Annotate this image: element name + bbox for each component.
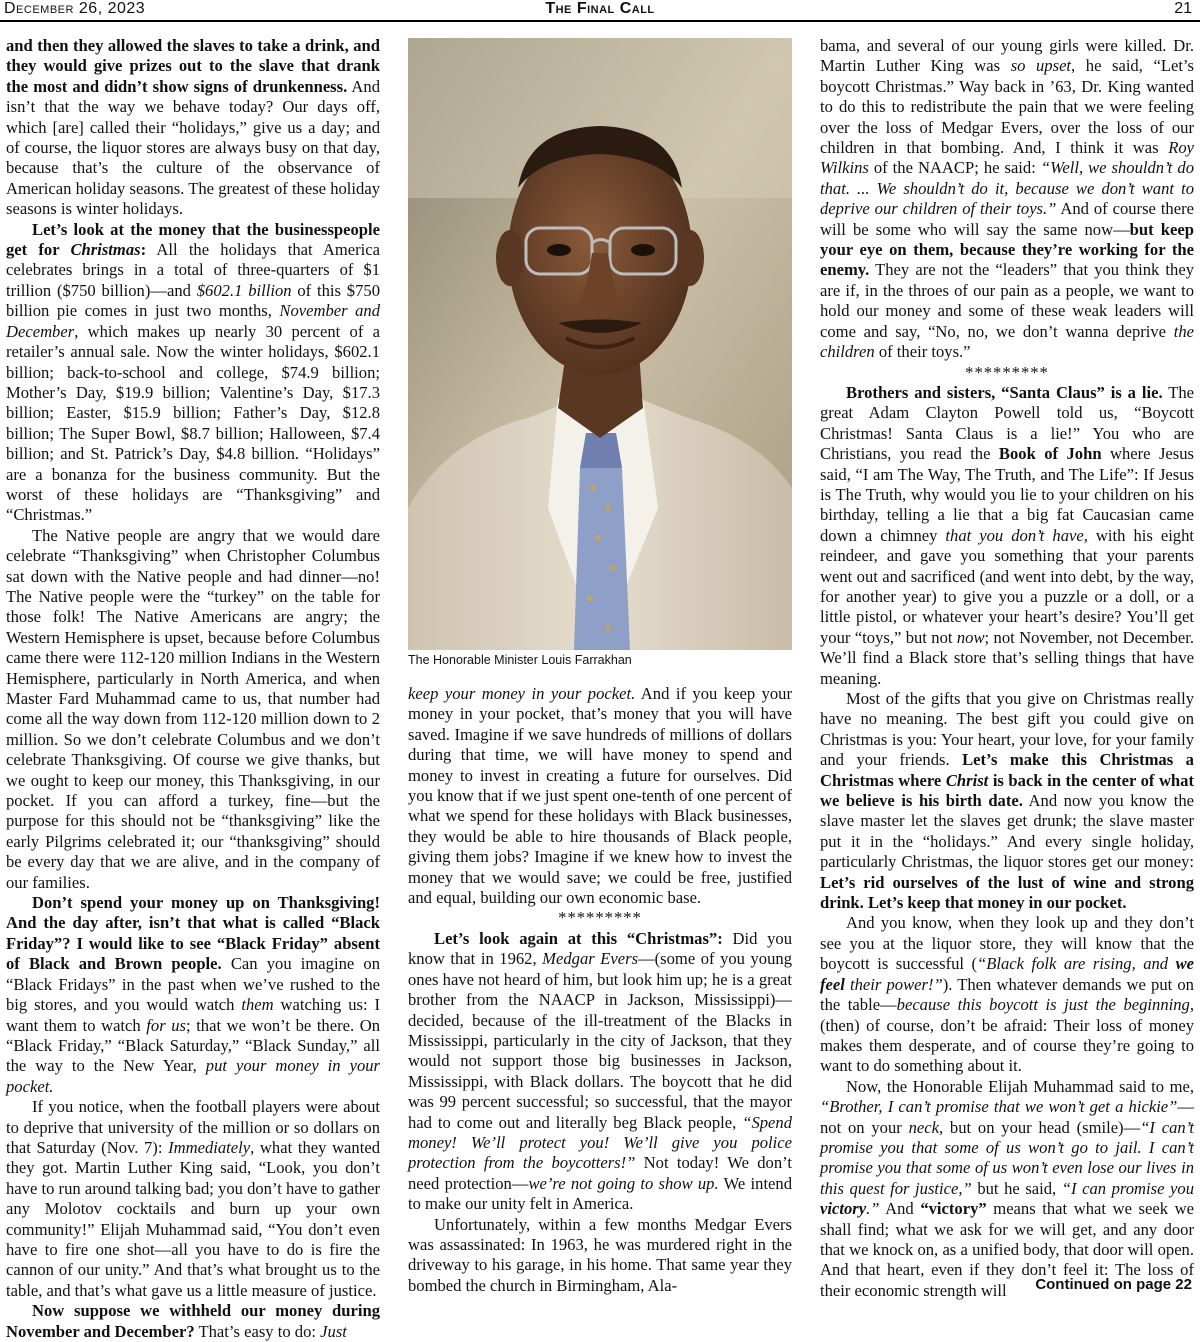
continued-notice: Continued on page 22 <box>1035 1276 1192 1293</box>
text-run: “Black folk are rising, and <box>977 954 1176 974</box>
text-run: neck, <box>908 1117 944 1137</box>
text-run: watching us: I want them to watch <box>6 995 380 1035</box>
text-run: “Brother, I can’t promise that we won’t get a hickie” <box>820 1097 1178 1117</box>
text-run: is back in the center of what we believe is his birth date. <box>820 770 1194 811</box>
paragraph <box>820 689 1194 913</box>
text-run: ; that we won’t be there. On “Black Friday,” “Black Saturday,” “Black Sunday,” all the way to the New Year, <box>6 1015 380 1076</box>
text-run: All the holidays that America celebrates brings in a total of three-quarters of $1 trillion ($750 billion)—and <box>6 240 381 300</box>
paragraph <box>6 526 380 893</box>
text-run: And now you know the slave master let the slaves get drunk; the slave master put it in the “holidays.” And every single holiday, particularly Christmas, the liquor stores get our money: <box>820 791 1194 872</box>
article-column-3 <box>820 36 1194 1301</box>
paragraph <box>820 913 1194 1076</box>
text-run: —not on your <box>820 1097 1194 1137</box>
text-run: “Spend money! We’ll protect you! We’ll give you police protection from the boycotters!” <box>408 1112 792 1173</box>
text-run: : <box>140 240 147 260</box>
text-run: we feel <box>820 954 1195 994</box>
page-header <box>0 0 1200 22</box>
text-run: “victory” <box>920 1199 987 1219</box>
text-run: Let’s make this Christmas a Christmas where <box>820 750 1194 790</box>
paragraph <box>820 1077 1194 1301</box>
text-run: And you know, when they look up and they don’t see you at the liquor store, they will know that the boycott is successful ( <box>820 913 1194 974</box>
text-run: where Jesus said, “I am The Way, The Truth, and The Life”: If Jesus is The Truth, why would you lie to your children on his birthday, telling a lie that a big fat Caucasian came down a chimney <box>820 444 1194 545</box>
text-run: Unfortunately, within a few months Medgar Evers was assassinated: In 1963, he was murdered right in the driveway to his garage, in his home. That same year they bombed the church in Birmingham, Ala- <box>408 1214 792 1295</box>
text-run: Can you imagine on “Black Fridays” in the past when we’ve rushed to the big stores, and you would watch <box>6 954 381 1015</box>
text-run: but he said, <box>971 1178 1062 1198</box>
text-run: And of course there will be some who will say the same now— <box>820 199 1194 239</box>
text-run: ; not November, not December. We’ll find a Black store that’s selling things that have meaning. <box>820 627 1194 688</box>
text-run: of their toys.” <box>874 342 971 362</box>
text-run: Immediately <box>168 1137 251 1157</box>
text-run: the children <box>820 321 1194 362</box>
page-number: 21 <box>1174 0 1192 17</box>
text-run: “Well, we shouldn’t do that. ... We shouldn’t do it, because we don’t want to deprive our children of their toys.” <box>820 158 1194 219</box>
paragraph <box>408 1215 792 1297</box>
text-run: Did you know that in 1962, <box>408 928 793 969</box>
text-run: “I can promise you <box>1061 1178 1194 1198</box>
text-run: but keep your eye on them, because they’re working for the enemy. <box>820 219 1194 280</box>
text-run: , he said, “Let’s boycott Christmas.” Way back in ’63, Dr. King wanted to do this to redistribute the pain that we were feeling over the loss of Medgar Evers, over the loss of our children in that bombing. And, I think it was <box>820 56 1194 158</box>
text-run: bama, and several of our young girls were killed. Dr. Martin Luther King was <box>820 36 1194 76</box>
text-run: Roy Wilkins <box>820 138 1194 178</box>
paragraph <box>6 893 380 1097</box>
section-divider: ********* <box>558 908 642 928</box>
text-run: $602.1 billion <box>196 280 292 300</box>
text-run: them <box>241 995 274 1015</box>
paragraph <box>6 36 380 220</box>
text-run: Let’s look at the money that the businesspeople get for <box>6 219 380 260</box>
text-run: their power!” <box>844 974 943 994</box>
text-run: now <box>956 627 985 647</box>
text-run: Let’s look again at this “Christmas”: <box>434 928 723 948</box>
text-run: for us <box>146 1015 186 1035</box>
text-run: that you don’t have <box>945 525 1084 545</box>
paragraph <box>6 220 380 526</box>
text-run: keep your money in your pocket. <box>408 684 636 703</box>
paragraph <box>6 1097 380 1301</box>
text-run: of this $750 billion pie comes in just two months, <box>6 280 380 321</box>
text-run: Don’t spend your money up on Thanksgiving! And the day after, isn’t that what is called “Black Friday”? I would like to see “Black Friday” absent of Black and Brown people. <box>6 893 380 974</box>
text-run: , which makes up nearly 30 percent of a retailer’s annual sale. Now the winter holidays, $602.1 billion; back-to-school and college, $74.9 billion; Mother’s Day, $19.9 billion; Valentine’s Day, $17.3 billion; Easter, $15.9 billion; Father’s Day, $12.8 billion; The Super Bowl, $8.7 billion; Halloween, $7.4 billion; and St. Patrick’s Day, $4.8 billion. “Holidays” are a bonanza for the business community. But the worst of these holidays are “Thanksgiving” and “Christmas.” <box>6 321 380 525</box>
text-run: Not today! We don’t need protection— <box>408 1153 792 1193</box>
text-run: we’re not going to show up. <box>528 1173 719 1193</box>
text-run: but on your head (smile)— <box>943 1117 1141 1137</box>
text-run: victory <box>820 1199 867 1219</box>
text-run: The Native people are angry that we would dare celebrate “Thanksgiving” when Christopher Columbus sat down with the Native people and had dinner—no! The Native people were the “turkey” on the table for those folk! The Native Americans are angry; the Western Hemisphere is upset, because before Columbus came there were 112-120 million Indians in the Western Hemisphere, particularly in North America, and when Master Fard Muhammad came to us, that number had come all the way down from 112-120 million down to 2 million. So we don’t celebrate Columbus and we don’t celebrate Thanksgiving. Of course we give thanks, but we ought to keep our money, this Thanksgiving, in our pocket. If you can afford a turkey, fine—but the purpose for this should not be “thanksgiving” like the early Pilgrims celebrated it; our “thanksgiving” should be every day that we are alive, and in the company of our families. <box>6 525 380 892</box>
text-run: because this boycott is just the beginning <box>896 995 1190 1015</box>
portrait-photo <box>408 38 792 650</box>
text-run: Most of the gifts that you give on Christmas really have no meaning. The best gift you could give on Christmas is you: Your heart, your love, for your family and your friends. <box>820 689 1194 770</box>
text-run: of the NAACP; he said: <box>868 158 1041 178</box>
paragraph <box>408 929 792 1215</box>
text-run: If you notice, when the football players were about to deprive that university of the million or so dollars on that Saturday (Nov. 7): <box>6 1097 380 1157</box>
text-run: And isn’t that the way we behave today? Our days off, which [are] called their “holidays,” give us a day; and of course, the liquor stores are always busy on that day, because that’s the culture of the observance of American holiday seasons. The greatest of these holiday seasons is winter holidays. <box>6 76 380 219</box>
text-run: so upset <box>1010 56 1072 76</box>
text-run: Christ <box>945 770 989 790</box>
text-run: They are not the “leaders” that you think they are if, in the throes of our pain as a people, we want to hold our money and some of these weak leaders will come and say, “No, no, we don’t wanna deprive <box>820 260 1194 341</box>
photo-caption: The Honorable Minister Louis Farrakhan <box>408 653 632 667</box>
text-run: .” <box>866 1199 880 1219</box>
text-run: , (then) of course, don’t be afraid: Their loss of money makes them desperate, and of course they’re going to want to do something about it. <box>820 995 1194 1076</box>
text-run: Let’s rid ourselves of the lust of wine and strong drink. Let’s keep that money in our pocket. <box>820 872 1194 913</box>
text-run: Just <box>320 1321 347 1341</box>
paragraph <box>820 383 1194 689</box>
text-run: Now, the Honorable Elijah Muhammad said to me, <box>846 1076 1194 1096</box>
text-run: Christmas <box>70 240 141 260</box>
article-column-2 <box>408 684 792 1296</box>
text-run: , with his eight reindeer, and gave you something that your parents went out and sacrificed (and went into debt, by the way, for another year) to give you a puzzle or a doll, or a little pistol, or whatever your heart’s desire? You’ll get your “toys,” but not <box>820 525 1195 647</box>
article-column-1 <box>6 36 380 1342</box>
publication-name: The Final Call <box>545 0 655 17</box>
text-run: , what they wanted they got. Martin Luther King said, “Look, you don’t have to run around talking bad; you don’t have to gather any Molotov cocktails and burn up your own community!” Elijah Muhammad said, “You don’t even have to fire one shot—all you have to do is fire the cannon of our unity.” And that’s what brought us to the table, and that’s what gave us a little measure of justice. <box>6 1137 380 1300</box>
text-run: The great Adam Clayton Powell told us, “Boycott Christmas! Santa Claus is a lie!” You who are Christians, you read the <box>820 382 1194 464</box>
text-run: Book of John <box>998 444 1102 464</box>
text-run: and then they allowed the slaves to take a drink, and they would give prizes out to the slave that drank the most and didn’t show signs of drunkenness. <box>6 36 380 96</box>
text-run: Medgar Evers <box>542 949 639 969</box>
issue-date: December 26, 2023 <box>4 0 146 17</box>
text-run: means that what we seek we shall find; what we ask for we will get, and any door that we knock on, as a unified body, that door will open. And that heart, even if they don’t feel it: The loss of their economic strength will <box>820 1199 1194 1300</box>
text-run: November and December <box>6 301 380 341</box>
text-run: That’s easy to do: <box>194 1321 321 1341</box>
paragraph <box>408 684 792 908</box>
text-run: “I can’t promise you that some of us won’t go to jail. I can’t promise you that some of us won’t even lose our lives in this quest for justice,” <box>820 1117 1194 1198</box>
paragraph <box>6 1301 380 1342</box>
text-run: Brothers and sisters, “Santa Claus” is a lie. <box>846 382 1163 402</box>
text-run: And if you keep your money in your pocket, that’s money that you will have saved. Imagine if we save hundreds of millions of dollars during that time, we will have money to spend and money to invest in creating a future for ourselves. Did you know that if we just spent one-tenth of one percent of what we spend for these holidays with Black businesses, they would be able to hire thousands of Black people, giving them jobs? Imagine if we knew how to invest the money that we would save; we could be free, justified and equal, building our own economic base. <box>408 684 792 908</box>
text-run: We intend to make our unity felt in America. <box>408 1173 793 1214</box>
paragraph <box>820 36 1194 363</box>
text-run: ). Then whatever demands we put on the table— <box>820 974 1194 1015</box>
section-divider: ********* <box>965 362 1049 382</box>
text-run: put your money in your pocket. <box>6 1056 380 1096</box>
text-run: Now suppose we withheld our money during November and December? <box>6 1301 380 1341</box>
text-run: —(some of you young ones have not heard of him, but look him up; he is a great brother from the NAACP in Jackson, Mississippi)—decided, because of the ill-treatment of the Blacks in Mississippi, particularly in the city of Jackson, that they would not support those big businesses in Jackson, Mississippi, with Black dollars. The boycott that he did was 99 percent successful; so successful, that the mayor had to come out and literally beg Black people, <box>408 949 792 1132</box>
text-run: And <box>879 1199 921 1219</box>
